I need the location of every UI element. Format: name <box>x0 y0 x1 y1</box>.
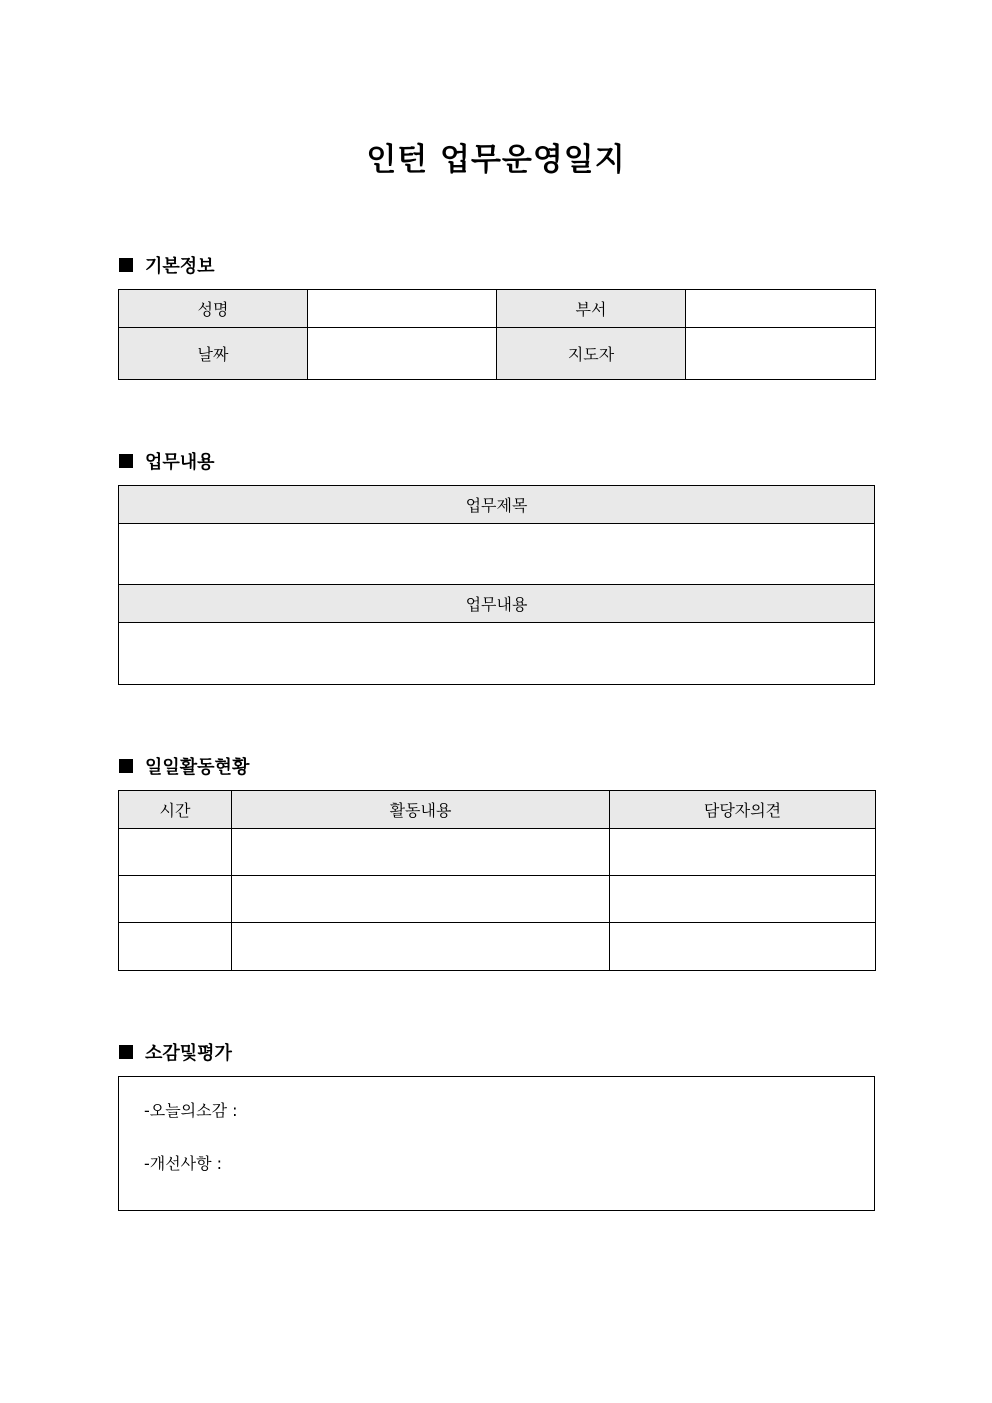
work-content-heading <box>119 449 215 473</box>
work-title-field[interactable] <box>119 524 875 585</box>
table-row <box>119 876 876 923</box>
square-bullet-icon <box>119 759 133 773</box>
daily-activity-table <box>118 790 876 971</box>
activity-cell[interactable] <box>232 876 610 923</box>
manager-opinion-column-header: 담당자의견 <box>610 791 876 829</box>
improvements-line: -개선사항 : <box>144 1154 223 1173</box>
square-bullet-icon <box>119 454 133 468</box>
work-content-table <box>118 485 875 685</box>
basic-info-heading <box>119 253 215 277</box>
basic-info-heading-text: 기본정보 <box>145 256 215 277</box>
time-cell[interactable] <box>119 829 232 876</box>
document-title: 인턴 업무운영일지 <box>366 142 626 178</box>
review-heading-text: 소감및평가 <box>145 1043 232 1064</box>
work-description-field[interactable] <box>119 623 875 685</box>
table-row <box>119 923 876 971</box>
review-box[interactable] <box>118 1076 875 1211</box>
manager-opinion-cell[interactable] <box>610 923 876 971</box>
name-label: 성명 <box>119 290 308 328</box>
manager-opinion-cell[interactable] <box>610 829 876 876</box>
square-bullet-icon <box>119 258 133 272</box>
square-bullet-icon <box>119 1045 133 1059</box>
time-cell[interactable] <box>119 876 232 923</box>
department-label: 부서 <box>497 290 686 328</box>
date-field[interactable] <box>308 328 497 380</box>
activity-cell[interactable] <box>232 923 610 971</box>
work-description-label: 업무내용 <box>119 585 875 623</box>
work-title-label: 업무제목 <box>119 486 875 524</box>
time-column-header: 시간 <box>119 791 232 829</box>
supervisor-label: 지도자 <box>497 328 686 380</box>
activity-cell[interactable] <box>232 829 610 876</box>
todays-impression-line: -오늘의소감 : <box>144 1101 238 1120</box>
activity-column-header: 활동내용 <box>232 791 610 829</box>
review-heading <box>119 1040 232 1064</box>
name-field[interactable] <box>308 290 497 328</box>
department-field[interactable] <box>686 290 876 328</box>
basic-info-table <box>118 289 876 380</box>
date-label: 날짜 <box>119 328 308 380</box>
work-content-heading-text: 업무내용 <box>145 452 215 473</box>
daily-activity-heading <box>119 754 249 778</box>
daily-activity-heading-text: 일일활동현황 <box>145 757 250 778</box>
supervisor-field[interactable] <box>686 328 876 380</box>
time-cell[interactable] <box>119 923 232 971</box>
table-row <box>119 829 876 876</box>
manager-opinion-cell[interactable] <box>610 876 876 923</box>
